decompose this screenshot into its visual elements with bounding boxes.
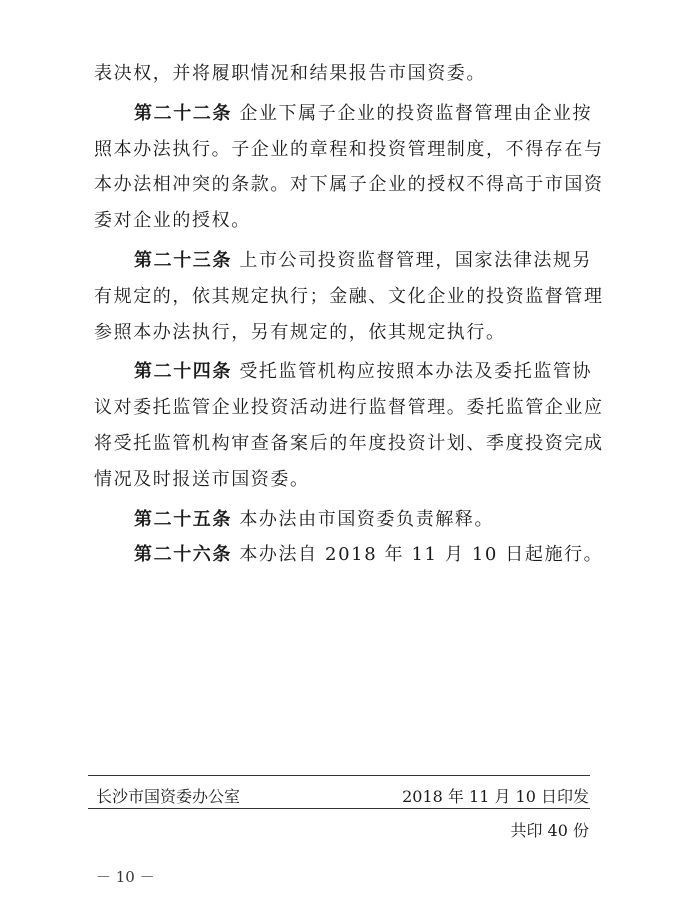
issue-date: 2018 年 11 月 10 日印发 [402,787,589,806]
line-text: 表决权，并将履职情况和结果报告市国资委。 [94,63,486,84]
article-heading: 第二十四条 [134,361,232,383]
text-line [94,502,590,538]
line-text: 参照本办法执行，另有规定的，依其规定执行。 [94,321,506,343]
footer-top-rule [88,775,590,776]
text-line [94,426,604,462]
line-text: 情况及时报送市国资委。 [94,468,310,490]
page-number: － 10 － [96,868,155,886]
article-heading: 第二十三条 [134,249,232,271]
text-line [94,315,590,351]
text-line [94,56,590,92]
text-line [94,279,604,315]
text-line [94,167,604,203]
line-text: 委对企业的授权。 [94,210,251,232]
text-line [94,390,604,426]
line-text: 本办法由市国资委负责解释。 [239,508,495,530]
line-text: 议对委托监管企业投资活动进行监督管理。委托监管企业应 [94,397,604,419]
line-text: 照本办法执行。子企业的章程和投资管理制度，不得存在与 [94,138,604,160]
line-text: 企业下属子企业的投资监督管理由企业按 [239,102,593,124]
line-text: 上市公司投资监督管理，国家法律法规另 [239,249,593,271]
text-line [94,243,593,279]
text-line [94,132,604,168]
article-heading: 第二十五条 [134,508,232,530]
article-heading: 第二十二条 [134,102,232,124]
text-line [94,96,593,132]
line-text: 有规定的，依其规定执行；金融、文化企业的投资监督管理 [94,285,604,307]
text-line [94,462,590,498]
line-text: 本办法自 2018 年 11 月 10 日起施行。 [239,544,604,566]
footer-bottom-rule [88,808,590,809]
article-heading: 第二十六条 [134,544,232,566]
document-body [94,56,604,573]
text-line [94,354,593,390]
line-text: 受托监管机构应按照本办法及委托监管协 [239,361,593,383]
issuing-office: 长沙市国资委办公室 [96,787,241,806]
text-line [94,203,590,239]
line-text: 本办法相冲突的条款。对下属子企业的授权不得高于市国资 [94,174,604,196]
print-copies: 共印 40 份 [510,821,589,840]
text-line [94,537,604,573]
line-text: 将受托监管机构审查备案后的年度投资计划、季度投资完成 [94,432,604,454]
